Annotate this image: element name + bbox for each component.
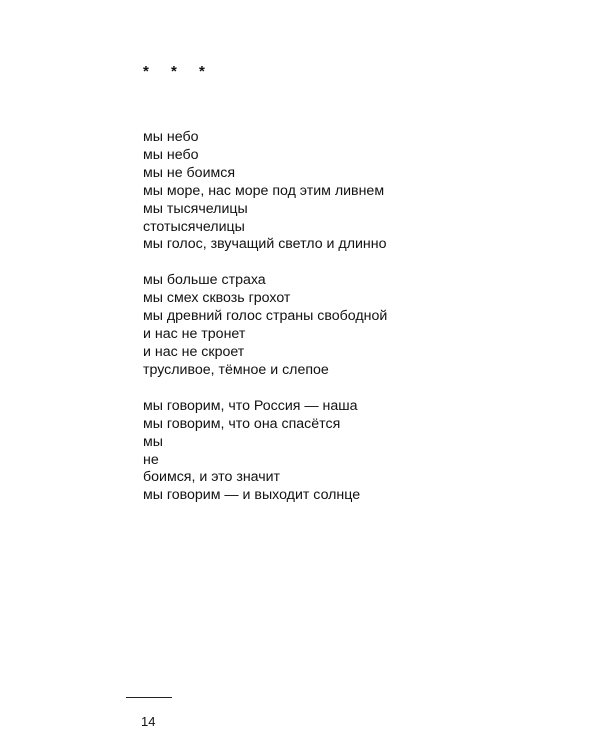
stanza-1 [143,129,543,254]
poem-line: трусливое, тёмное и слепое [143,361,329,378]
poem-line: мы говорим, что она спасётся [143,415,341,432]
poem-line: мы смех сквозь грохот [143,290,291,307]
poem-line: мы голос, звучащий светло и длинно [143,236,387,253]
poem-line: мы тысячелицы [143,200,248,217]
page-number: 14 [141,714,156,729]
poem-line: и нас не скроет [143,343,245,360]
poem-line: и нас не тронет [143,326,246,343]
poem-line: стотысячелицы [143,218,245,235]
poem-line: мы небо [143,129,199,145]
poem-line: мы говорим, что Россия — наша [143,397,358,414]
poem-line: мы древний голос страны свободной [143,308,388,325]
poem-line: мы не боимся [143,164,236,181]
stanza-3 [143,398,543,505]
stanza-2 [143,272,543,379]
poem-line: мы больше страха [143,272,266,289]
footer-rule [126,697,172,698]
poem-line: мы говорим — и выходит солнце [143,487,361,504]
poem-line: мы [143,433,163,450]
poem-line: боимся, и это значит [143,469,281,486]
poem-line: не [143,451,159,468]
section-asterism: * * * [143,63,214,80]
poem [143,129,543,523]
poem-line: мы небо [143,146,199,163]
poem-line: мы море, нас море под этим ливнем [143,182,385,199]
